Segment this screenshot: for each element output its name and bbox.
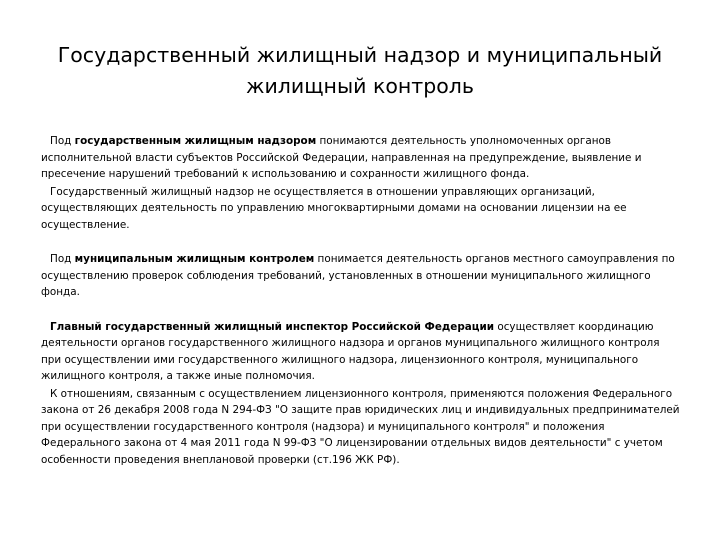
paragraph-chief-inspector (41, 319, 681, 385)
body-text (41, 133, 681, 468)
title-line-2: жилищный контроль (246, 74, 474, 98)
paragraph-text: осуществляет координацию деятельности органов государственного жилищного надзора и органов муниципального жилищного контроля при осуществлении ими государственного жилищного надзора, лицензионного контроля, муниципального жилищного контроля, а также иные полномочия. (41, 320, 660, 382)
paragraph-text: понимаются деятельность уполномоченных органов исполнительной власти субъектов Российской Федерации, направленная на предупреждение, выявление и пресечение нарушений требований к использованию и сохранности жилищного фонда. (41, 135, 642, 180)
paragraph-state-supervision (41, 133, 681, 183)
paragraph-licensing-control (41, 386, 681, 469)
paragraph-text: К отношениям, связанным с осуществлением лицензионного контроля, применяются положения Федерального закона от 26 декабря 2008 года N 294-ФЗ "О защите прав юридических лиц и индивидуальных предпринимателей при осуществлении государственного контроля (надзора) и муниципального контроля" и положения Федерального закона от 4 мая 2011 года N 99-ФЗ "О лицензировании отдельных видов деятельности" с учетом особенности проведения внеплановой проверки (ст.196 ЖК РФ). (41, 387, 680, 466)
paragraph-text: понимается деятельность органов местного самоуправления по осуществлению проверок соблюдения требований, установленных в отношении муниципального жилищного фонда. (41, 253, 675, 298)
paragraph-prefix: Под (50, 135, 75, 147)
paragraph-municipal-control (41, 251, 681, 301)
term-chief-inspector: Главный государственный жилищный инспектор Российской Федерации (50, 320, 495, 333)
title-line-1: Государственный жилищный надзор и муниципальный (57, 43, 663, 67)
page-title (40, 40, 680, 102)
term-state-housing-supervision: государственным жилищным надзором (74, 135, 317, 147)
paragraph-prefix: Под (50, 253, 75, 265)
term-municipal-housing-control: муниципальным жилищным контролем (74, 253, 315, 265)
paragraph-supervision-exception (41, 184, 681, 234)
paragraph-text: Государственный жилищный надзор не осуществляется в отношении управляющих организаций, осуществляющих деятельность по управлению многоквартирными домами на основании лицензии на ее осуществление. (41, 185, 627, 231)
